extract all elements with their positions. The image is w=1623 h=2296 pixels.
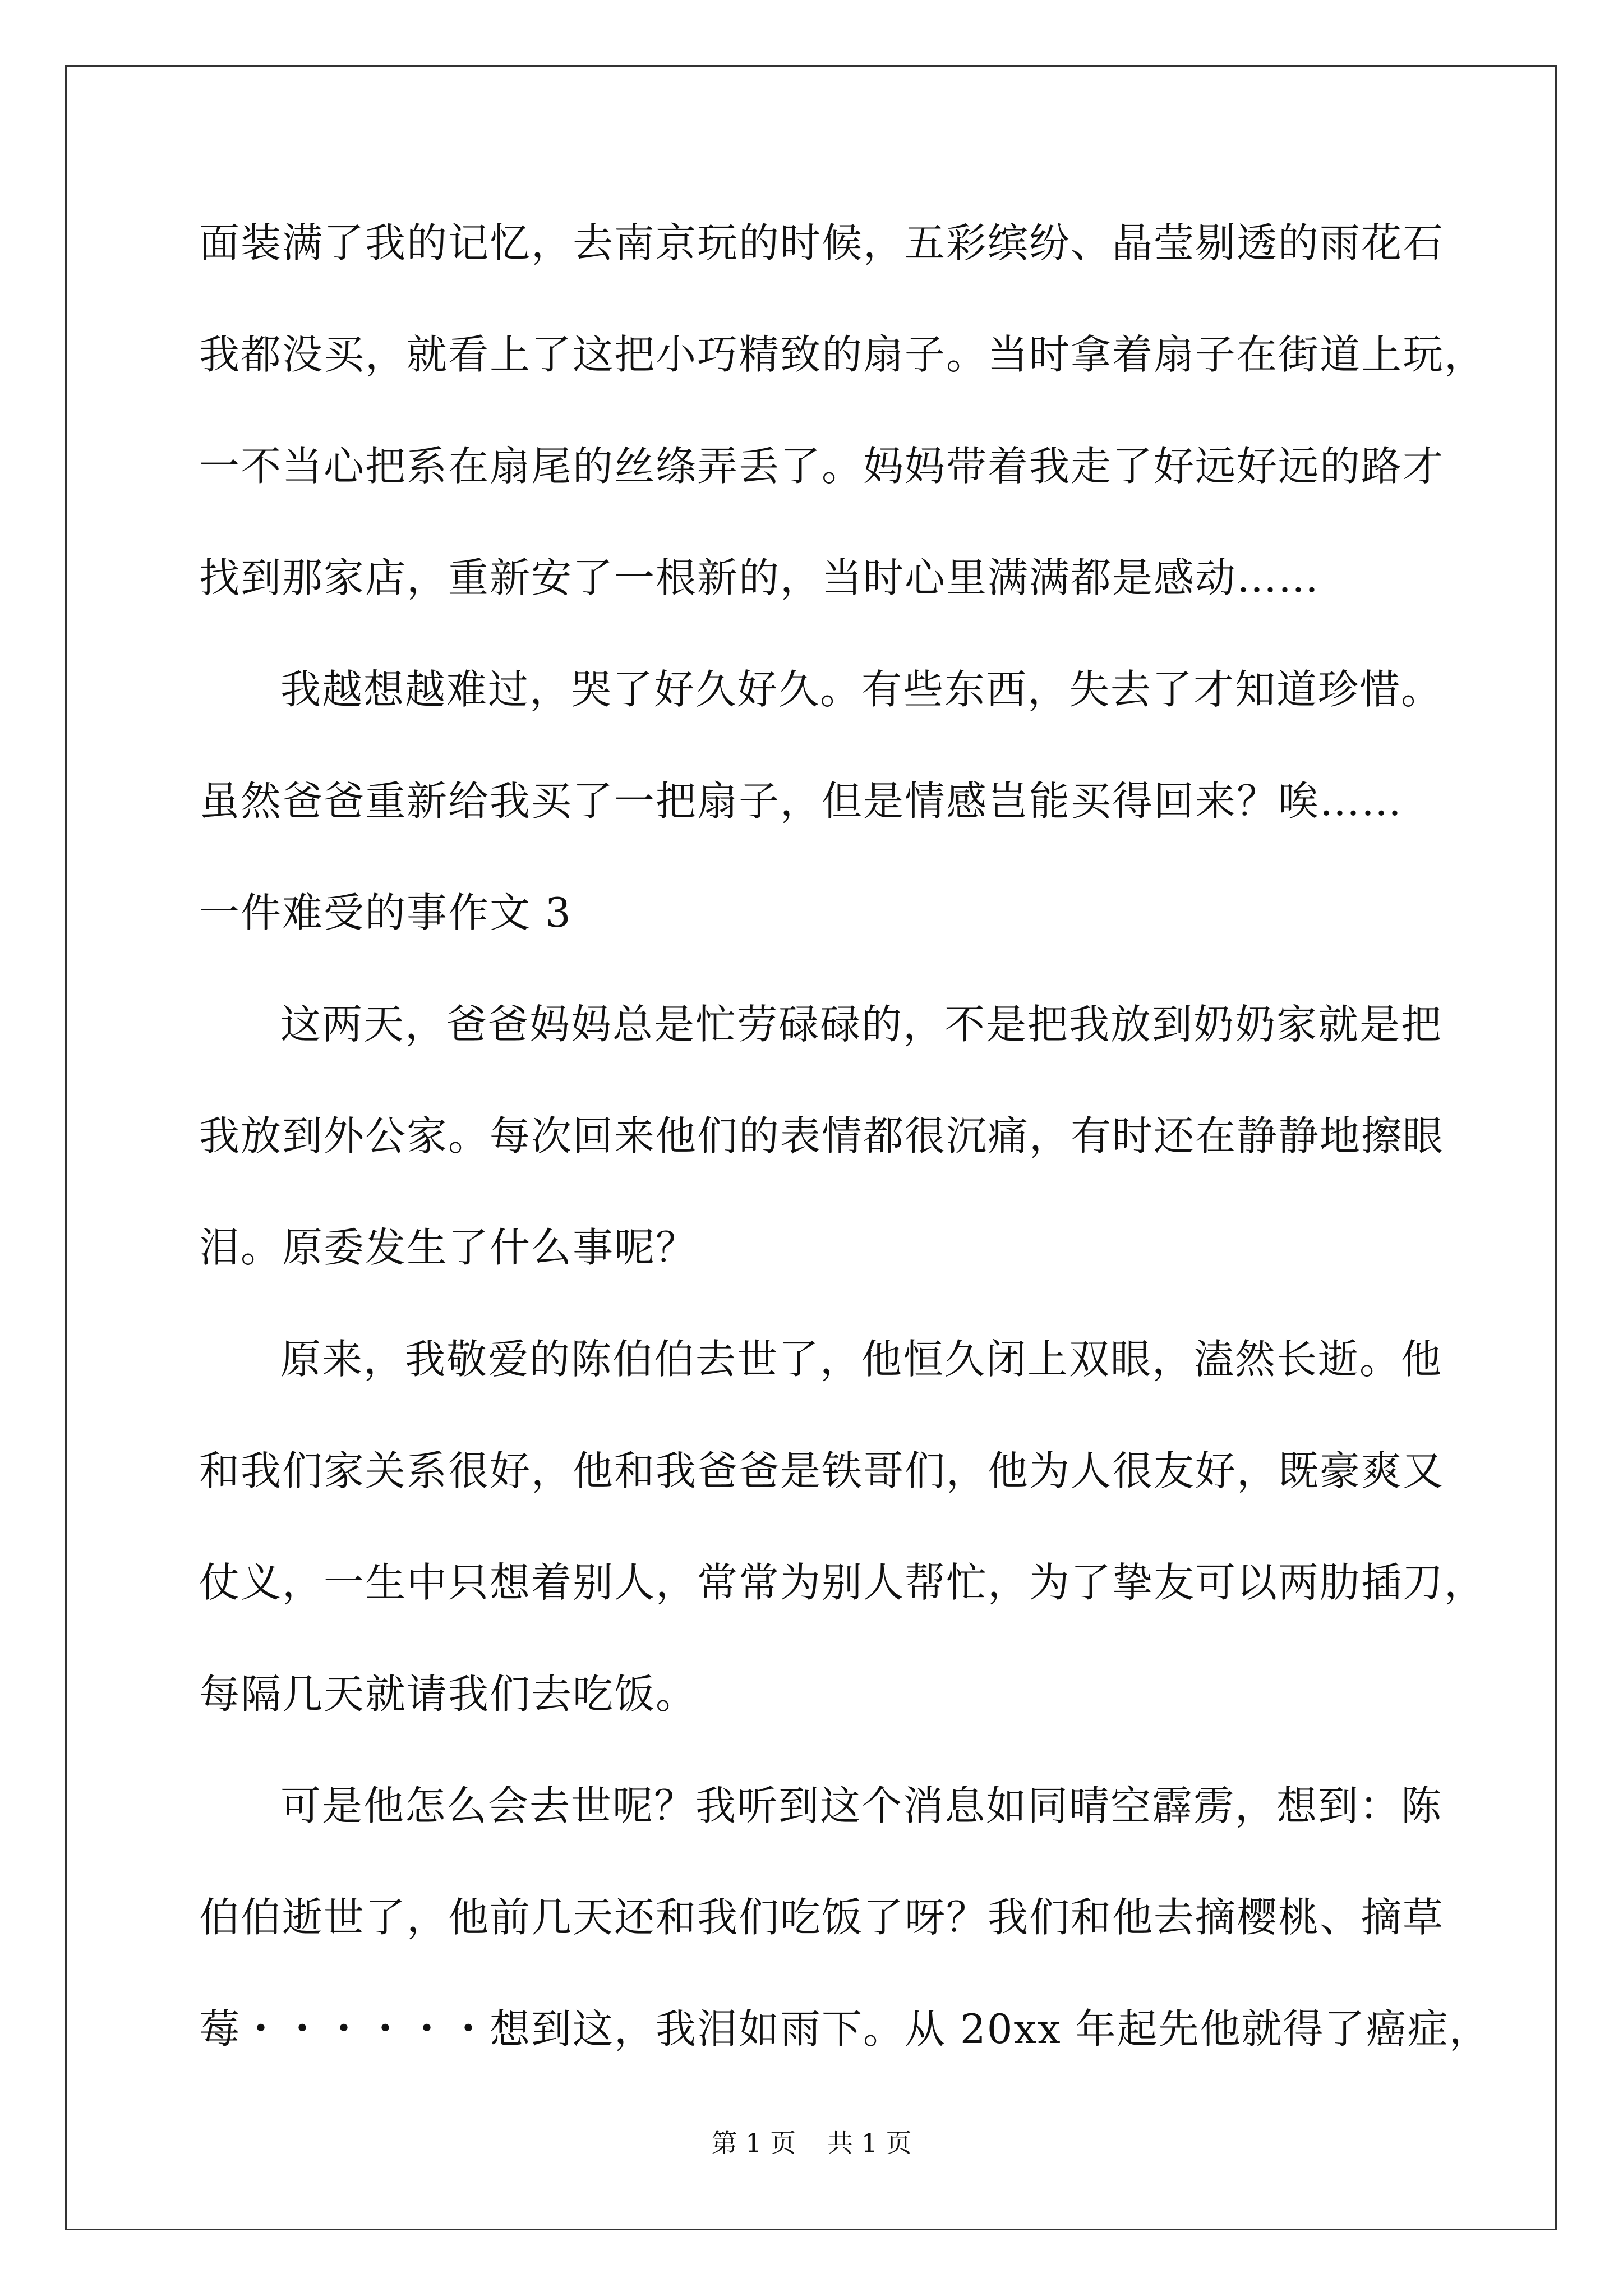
text-line-13: 仗义，一生中只想着别人，常常为别人帮忙，为了挚友可以两肋插刀， [199,1559,1486,1606]
text-line-16: 伯伯逝世了，他前几天还和我们吃饭了呀？我们和他去摘樱桃、摘草 [199,1894,1445,1941]
text-line-5: 我越想越难过，哭了好久好久。有些东西，失去了才知道珍惜。 [280,666,1443,713]
text-line-2: 我都没买，就看上了这把小巧精致的扇子。当时拿着扇子在街道上玩， [199,331,1486,378]
text-line-12: 和我们家关系很好，他和我爸爸是铁哥们，他为人很友好，既豪爽又 [199,1447,1445,1494]
text-line-14: 每隔几天就请我们去吃饭。 [199,1671,698,1718]
section-heading: 一件难受的事作文 3 [199,889,572,936]
page-total: 共 1 页 [827,2128,912,2158]
text-line-10: 泪。原委发生了什么事呢？ [199,1224,698,1271]
text-line-17: 莓・・・・・・想到这，我泪如雨下。从 20xx 年起先他就得了癌症， [199,2005,1491,2053]
text-line-3: 一不当心把系在扇尾的丝绦弄丢了。妈妈带着我走了好远好远的路才 [199,443,1445,490]
text-line-1: 面装满了我的记忆，去南京玩的时候，五彩缤纷、晶莹剔透的雨花石 [199,219,1445,266]
page-footer [0,2129,1623,2157]
text-line-6: 虽然爸爸重新给我买了一把扇子，但是情感岂能买得回来？唉…… [199,777,1403,825]
text-line-15: 可是他怎么会去世呢？我听到这个消息如同晴空霹雳，想到：陈 [280,1782,1443,1829]
document-body [199,219,1491,2053]
page-number: 第 1 页 [711,2128,796,2158]
text-line-8: 这两天，爸爸妈妈总是忙劳碌碌的，不是把我放到奶奶家就是把 [280,1001,1443,1048]
text-line-4: 找到那家店，重新安了一根新的，当时心里满满都是感动…… [199,554,1320,601]
text-line-11: 原来，我敬爱的陈伯伯去世了，他恒久闭上双眼，溘然长逝。他 [280,1336,1443,1383]
text-line-9: 我放到外公家。每次回来他们的表情都很沉痛，有时还在静静地擦眼 [199,1112,1445,1159]
